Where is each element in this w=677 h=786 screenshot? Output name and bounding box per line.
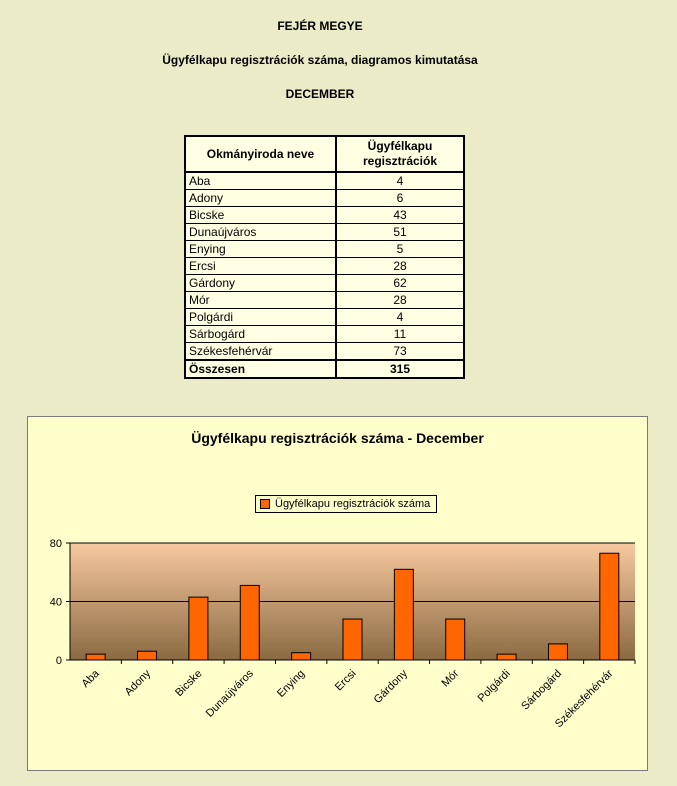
x-tick-label: Bicske bbox=[173, 667, 205, 700]
table-row bbox=[185, 343, 464, 361]
registration-count-cell: 4 bbox=[336, 309, 464, 326]
bar bbox=[600, 553, 619, 660]
table-row bbox=[185, 275, 464, 292]
chart-legend bbox=[255, 495, 437, 513]
registration-count-cell: 6 bbox=[336, 190, 464, 207]
table-row bbox=[185, 207, 464, 224]
legend-label: Ügyfélkapu regisztrációk száma bbox=[275, 498, 431, 510]
x-tick-label: Polgárdi bbox=[475, 667, 513, 705]
bar bbox=[446, 619, 465, 660]
office-name-cell: Ercsi bbox=[185, 258, 336, 275]
x-tick-label: Mór bbox=[439, 667, 462, 690]
y-tick-label: 40 bbox=[49, 596, 62, 609]
total-label: Összesen bbox=[185, 360, 336, 378]
office-name-cell: Enying bbox=[185, 241, 336, 258]
office-name-cell: Gárdony bbox=[185, 275, 336, 292]
registration-count-cell: 4 bbox=[336, 172, 464, 190]
registration-table bbox=[184, 135, 465, 379]
table-row bbox=[185, 224, 464, 241]
col-header-registrations: Ügyfélkapu regisztrációk bbox=[336, 136, 464, 172]
registration-count-cell: 62 bbox=[336, 275, 464, 292]
bar bbox=[394, 569, 413, 660]
bar bbox=[548, 644, 567, 660]
registration-count-cell: 73 bbox=[336, 343, 464, 361]
month-title: DECEMBER bbox=[285, 87, 355, 101]
table-row bbox=[185, 258, 464, 275]
bar bbox=[138, 651, 157, 660]
y-tick-label: 80 bbox=[49, 538, 62, 550]
bar bbox=[86, 654, 105, 660]
x-tick-label: Sárbogárd bbox=[519, 667, 565, 713]
x-tick-label: Gárdony bbox=[371, 667, 410, 706]
legend-swatch bbox=[260, 499, 270, 509]
office-name-cell: Aba bbox=[185, 172, 336, 190]
col-header-office: Okmányiroda neve bbox=[185, 136, 336, 172]
total-value: 315 bbox=[336, 360, 464, 378]
office-name-cell: Sárbogárd bbox=[185, 326, 336, 343]
x-tick-label: Székesfehérvár bbox=[552, 667, 616, 731]
bar bbox=[497, 654, 516, 660]
office-name-cell: Székesfehérvár bbox=[185, 343, 336, 361]
bar bbox=[292, 653, 311, 660]
registration-count-cell: 28 bbox=[336, 258, 464, 275]
office-name-cell: Adony bbox=[185, 190, 336, 207]
table-row bbox=[185, 241, 464, 258]
office-name-cell: Dunaújváros bbox=[185, 224, 336, 241]
report-subtitle: Ügyfélkapu regisztrációk száma, diagramos kimutatása bbox=[162, 53, 478, 67]
bar bbox=[343, 619, 362, 660]
x-tick-label: Adony bbox=[122, 667, 154, 699]
table-row bbox=[185, 326, 464, 343]
x-tick-label: Ercsi bbox=[332, 667, 359, 694]
registration-count-cell: 11 bbox=[336, 326, 464, 343]
x-tick-label: Enying bbox=[274, 667, 308, 700]
y-tick-label: 0 bbox=[55, 655, 62, 667]
registration-count-cell: 43 bbox=[336, 207, 464, 224]
bar bbox=[189, 597, 208, 660]
table-row bbox=[185, 292, 464, 309]
registration-count-cell: 5 bbox=[336, 241, 464, 258]
table-row bbox=[185, 172, 464, 190]
table-header-row bbox=[185, 136, 464, 172]
office-name-cell: Mór bbox=[185, 292, 336, 309]
total-row bbox=[185, 360, 464, 378]
registration-count-cell: 51 bbox=[336, 224, 464, 241]
bar-chart bbox=[28, 417, 647, 770]
chart-title: Ügyfélkapu regisztrációk száma - December bbox=[191, 430, 484, 446]
table-row bbox=[185, 190, 464, 207]
x-tick-label: Aba bbox=[79, 667, 102, 690]
table-row bbox=[185, 309, 464, 326]
x-tick-label: Dunaújváros bbox=[203, 667, 256, 720]
bar bbox=[240, 585, 259, 660]
registration-count-cell: 28 bbox=[336, 292, 464, 309]
office-name-cell: Polgárdi bbox=[185, 309, 336, 326]
county-title: FEJÉR MEGYE bbox=[277, 19, 363, 33]
chart-area bbox=[27, 416, 648, 771]
office-name-cell: Bicske bbox=[185, 207, 336, 224]
